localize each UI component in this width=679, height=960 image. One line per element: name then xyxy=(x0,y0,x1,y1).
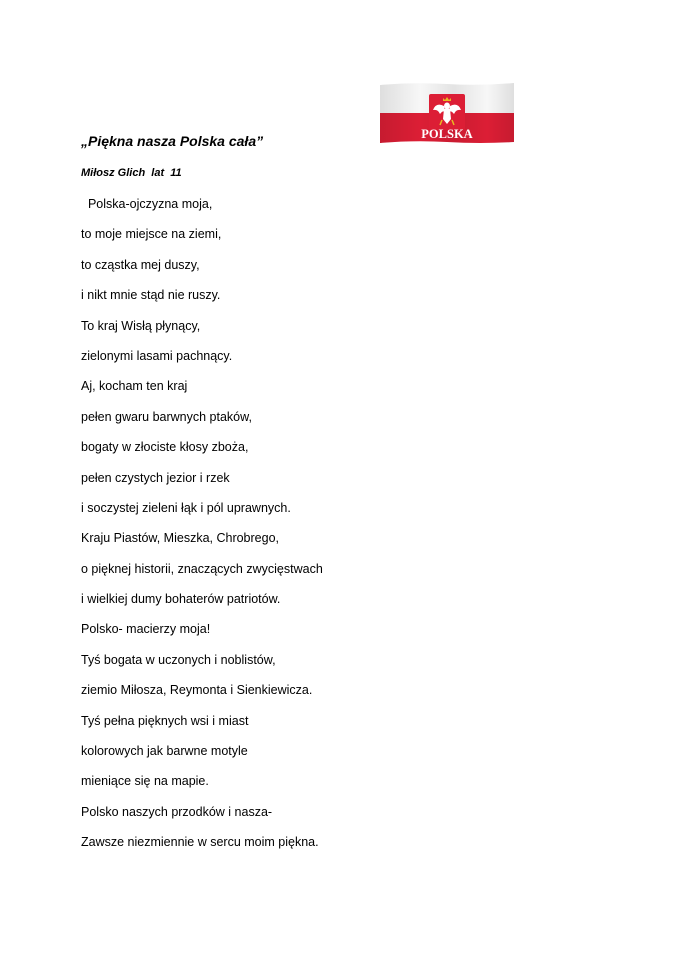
poem-line: Zawsze niezmiennie w sercu moim piękna. xyxy=(81,835,319,850)
poem-line: o pięknej historii, znaczących zwycięstwach xyxy=(81,561,323,576)
poem-line: i soczystej zieleni łąk i pól uprawnych. xyxy=(81,500,291,515)
white-eagle-icon xyxy=(429,94,465,130)
poem-line: Polsko- macierzy moja! xyxy=(81,622,211,637)
poem-line: Polsko naszych przodków i nasza- xyxy=(81,804,273,819)
poem-line: to cząstka mej duszy, xyxy=(81,257,200,272)
polish-flag-image xyxy=(380,82,514,144)
poem-line: i nikt mnie stąd nie ruszy. xyxy=(81,288,221,303)
poem-line: Polska-ojczyzna moja, xyxy=(81,197,213,211)
poem-line: To kraj Wisłą płynący, xyxy=(81,318,201,333)
poem-line: pełen czystych jezior i rzek xyxy=(81,470,230,485)
poem-title: „Piękna nasza Polska cała” xyxy=(81,133,264,149)
poem-line: pełen gwaru barwnych ptaków, xyxy=(81,409,252,424)
poem-line: Aj, kocham ten kraj xyxy=(81,379,188,394)
poem-line: mieniące się na mapie. xyxy=(81,774,209,789)
poem-line: zielonymi lasami pachnący. xyxy=(81,348,233,363)
poem-line: Tyś bogata w uczonych i noblistów, xyxy=(81,652,276,667)
flag-label: POLSKA xyxy=(421,127,473,141)
poem-line: bogaty w złociste kłosy zboża, xyxy=(81,440,249,455)
poem-body xyxy=(81,196,323,865)
poem-line: Kraju Piastów, Mieszka, Chrobrego, xyxy=(81,531,280,546)
poem-line: Tyś pełna pięknych wsi i miast xyxy=(81,713,249,728)
poem-line: ziemio Miłosza, Reymonta i Sienkiewicza. xyxy=(81,683,313,698)
poem-author: Miłosz Glich lat 11 xyxy=(81,167,182,179)
poem-line: kolorowych jak barwne motyle xyxy=(81,744,248,759)
poem-line: to moje miejsce na ziemi, xyxy=(81,227,222,242)
poem-line: i wielkiej dumy bohaterów patriotów. xyxy=(81,592,281,607)
